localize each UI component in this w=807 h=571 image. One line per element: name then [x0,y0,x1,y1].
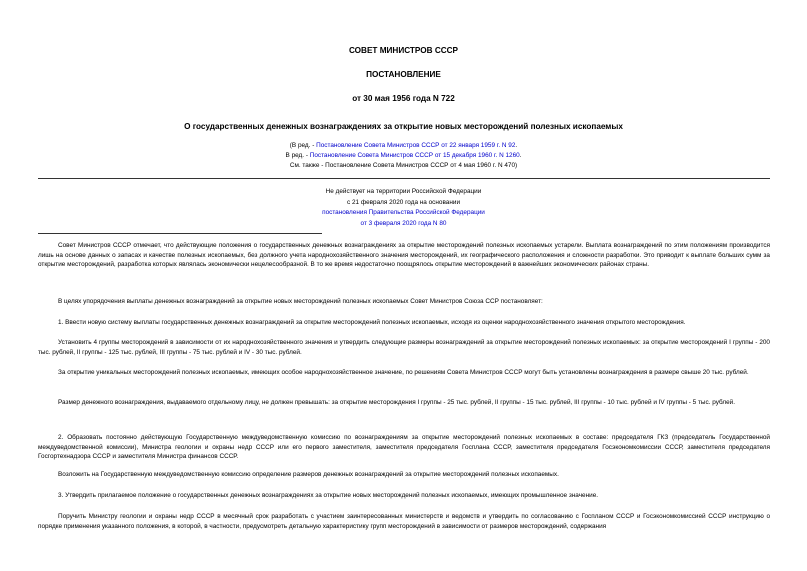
document-title: О государственных денежных вознаграждениях за открытие новых месторождений полезных ископаемых [184,122,623,131]
doc-type-heading: ПОСТАНОВЛЕНИЕ [366,70,441,79]
status-line-2: с 21 февраля 2020 года на основании [346,199,461,206]
amendment-1-link[interactable]: Постановление Совета Министров СССР от 22 января 1959 г. N 92 [316,142,516,149]
amendment-2-suffix: . [519,152,522,159]
amendment-2-link[interactable]: Постановление Совета Министров СССР от 15 декабря 1960 г. N 1260 [309,152,520,159]
amendment-line-2 [0,151,807,161]
paragraph-unique: За открытие уникальных месторождений полезных ископаемых, имеющих особое народнохозяйственное значение, по решениям Совета Министров СССР могут быть установлены вознаграждения в размере свыше 20 тыс. рублей. [58,369,749,376]
status-divider [38,233,322,234]
amendment-2-prefix: В ред. - [285,152,310,159]
paragraph-groups: Установить 4 группы месторождений в зависимости от их народнохозяйственного значения и утвердить следующие размеры вознаграждений за открытие месторождений полезных ископаемых: за открытие месторождений I группы - 200 тыс. рублей, II группы - 125 тыс. рублей, III группы - 75 тыс. рублей и IV - 30 тыс. рублей. [38,339,770,356]
council-heading: СОВЕТ МИНИСТРОВ СССР [348,46,459,55]
paragraph-resolve: В целях упорядочения выплаты денежных вознаграждений за открытие новых месторождений полезных ископаемых Совет Министров Союза ССР постановляет: [58,298,543,305]
paragraph-intro: Совет Министров СССР отмечает, что действующие положения о государственных денежных вознаграждениях за открытие месторождений полезных ископаемых устарели. Выплата вознаграждений по этим положениям производится лишь на основе данных о запасах и качестве полезных ископаемых, без должного учета народнохозяйственного значения месторождений, их географического расположения и сложности разработки. Это приводит к выплате больших сумм за открытие месторождений, разработка которых являлась экономически нецелесообразной. В то же время недостаточно поощрялось открытие месторождений в важнейших экономических районах страны. [38,242,770,269]
paragraph-item-2: 2. Образовать постоянно действующую Государственную междуведомственную комиссию по вознаграждениям за открытие месторождений полезных ископаемых в составе: председателя ГКЗ (председатель Государственной междуведомственной комиссии), Министра геологии и охраны недр СССР или его первого заместителя, заместителя председателя Госплана СССР, заместителя председателя Госэкономкомиссии СССР, заместителя председателя Госгортехнадзора СССР и заместителя Министра финансов СССР. [38,434,770,461]
paragraph-commission-duty: Возложить на Государственную междуведомственную комиссию определение размеров денежных вознаграждений за открытие месторождений полезных ископаемых. [58,471,559,478]
amendment-1-suffix: . [515,142,518,149]
paragraph-item-3: 3. Утвердить прилагаемое положение о государственных денежных вознаграждениях за открытие новых месторождений полезных ископаемых, имеющих промышленное значение. [58,492,599,499]
status-link-2[interactable]: от 3 февраля 2020 года N 80 [360,220,447,227]
paragraph-instruction: Поручить Министру геологии и охраны недр СССР в месячный срок разработать с участием заинтересованных министерств и ведомств и утвердить по согласованию с Госпланом СССР и Госэкономкомиссией СССР инструкцию о порядке применения указанного положения, в которой, в частности, предусмотреть детальную характеристику групп месторождений в зависимости от размеров месторождений, содержания [38,513,770,530]
amendment-1-prefix: (В ред. - [289,142,317,149]
amendment-line-1 [0,141,807,151]
status-link-1[interactable]: постановления Правительства Российской Федерации [322,209,485,216]
amendment-line-3: См. также - Постановление Совета Министров СССР от 4 мая 1960 г. N 470) [289,162,518,169]
status-line-1: Не действует на территории Российской Федерации [325,188,482,195]
top-divider [38,178,770,179]
paragraph-individual-limit: Размер денежного вознаграждения, выдаваемого отдельному лицу, не должен превышать: за открытие месторождения I группы - 25 тыс. рублей, II группы - 15 тыс. рублей, III группы - 10 тыс. рублей и IV группы - 5 тыс. рублей. [58,399,736,406]
paragraph-item-1: 1. Ввести новую систему выплаты государственных денежных вознаграждений за открытие месторождений полезных ископаемых, исходя из оценки народнохозяйственного значения открытого месторождения. [58,319,686,326]
date-number-heading: от 30 мая 1956 года N 722 [352,94,455,103]
